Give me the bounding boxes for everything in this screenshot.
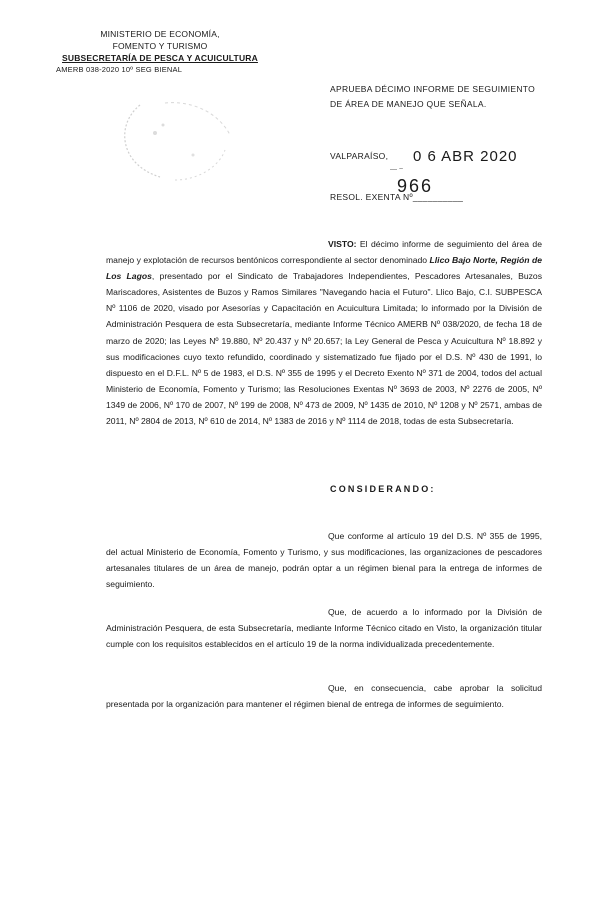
visto-rest: , presentado por el Sindicato de Trabajadores Independientes, Pescadores Artesanales, Buzos Mariscadores, Asistentes de Buzos y Ramos Similares "Navegando hacia el Futuro". Llico Bajo, C.I. SUBPESCA Nº 1106 de 2020, visado por Asesorías y Capacitación en Acuicultura Limitada; lo informado por la División de Administración Pesquera de esta Subsecretaría, mediante Informe Técnico AMERB Nº 038/2020, de fecha 18 de marzo de 2020; las Leyes Nº 19.880, Nº 20.437 y Nº 20.657; la Ley General de Pesca y Acuicultura Nº 18.892 y sus modificaciones cuyo texto refundido, coordinado y sistematizado fue fijado por el D.S. Nº 430 de 1991, lo dispuesto en el D.F.L. Nº 5 de 1983, el D.S. Nº 355 de 1995 y el Decreto Exento Nº 371 de 2004, todos del actual Ministerio de Economía, Fomento y Turismo; las Resoluciones Exentas Nº 3693 de 2003, Nº 2276 de 2005, Nº 1349 de 2006, Nº 170 de 2007, Nº 199 de 2008, Nº 473 de 2009, Nº 1435 de 2010, Nº 1208 y Nº 2571, ambas de 2011, Nº 2804 de 2013, Nº 610 de 2014, Nº 1383 de 2016 y Nº 1114 de 2018, todas de esta Subsecretaría.	[106, 271, 542, 427]
resolution-underline: __________	[412, 192, 464, 202]
resolution-line	[330, 192, 463, 202]
sector-name: Llico Bajo Norte, Región de Los Lagos	[106, 255, 542, 282]
file-reference: AMERB 038-2020 10º SEG BIENAL	[56, 65, 183, 74]
resolution-subject: APRUEBA DÉCIMO INFORME DE SEGUIMIENTO DE ÁREA DE MANEJO QUE SEÑALA.	[330, 84, 536, 109]
considerando-heading: CONSIDERANDO:	[330, 484, 436, 494]
date-label: VALPARAÍSO,	[330, 151, 389, 161]
undersecretariat-name: SUBSECRETARÍA DE PESCA Y ACUICULTURA	[62, 53, 258, 63]
signature-mark: — ~	[390, 166, 404, 173]
considerando-text-1: Que conforme al artículo 19 del D.S. Nº 355 de 1995, del actual Ministerio de Economía, Fomento y Turismo, y sus modificaciones, las organizaciones de pescadores artesanales titulares de un área de manejo, podrán optar a un régimen bienal para la entrega de informes de seguimiento.	[106, 531, 542, 590]
visto-text: El décimo informe de seguimiento del área de manejo y explotación de recursos bentónicos correspondiente al sector denominado	[106, 239, 542, 266]
considerando-item-2	[106, 604, 542, 652]
ministry-name-2: FOMENTO Y TURISMO	[112, 41, 208, 51]
resolution-label: RESOL. EXENTA Nº	[330, 192, 413, 202]
considerando-item-1	[106, 528, 542, 592]
visto-heading: VISTO:	[328, 239, 357, 249]
considerando-item-3	[106, 680, 542, 712]
date-line	[330, 146, 518, 163]
ministry-name: MINISTERIO DE ECONOMÍA,	[100, 29, 220, 39]
seal-stamp	[105, 95, 245, 185]
letterhead	[56, 28, 260, 76]
date-stamp: 0 6 ABR 2020	[412, 148, 518, 165]
considerando-text-3: Que, en consecuencia, cabe aprobar la solicitud presentada por la organización para mantener el régimen bienal de entrega de informes de seguimiento.	[106, 683, 542, 710]
visto-section	[106, 236, 542, 429]
considerando-text-2: Que, de acuerdo a lo informado por la División de Administración Pesquera, de esta Subsecretaría, mediante Informe Técnico citado en Visto, la organización titular cumple con los requisitos establecidos en el artículo 19 de la norma individualizada precedentemente.	[106, 607, 542, 650]
resolution-number: 966	[397, 176, 434, 196]
